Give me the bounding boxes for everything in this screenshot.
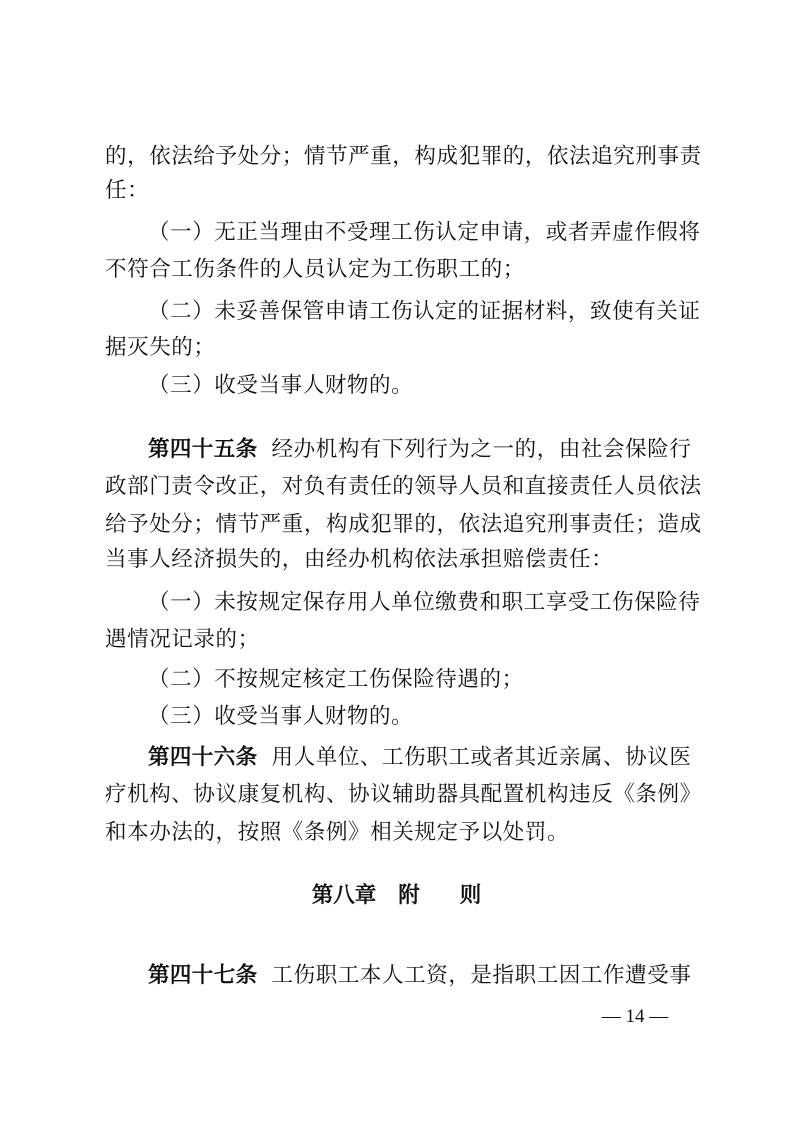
article-number: 第四十六条 [148, 745, 258, 770]
article-text: 经办机构有下列行为之一的，由社会保险行 [271, 437, 692, 462]
text-line: 当事人经济损失的，由经办机构依法承担赔偿责任： [105, 547, 614, 572]
text-line: 任： [105, 178, 150, 203]
list-item: （三）收受当事人财物的。 [148, 704, 414, 729]
list-item: （三）收受当事人财物的。 [148, 373, 414, 398]
article-text: 工伤职工本人工资，是指职工因工作遭受事 [271, 963, 692, 988]
text-line: 据灭失的； [105, 335, 216, 360]
article-paragraph [148, 956, 705, 996]
text-line: 不符合工伤条件的人员认定为工伤职工的； [105, 257, 525, 282]
chapter-title-part: 附 [398, 883, 420, 908]
text-line: 遇情况记录的； [105, 627, 260, 652]
article-number: 第四十五条 [148, 437, 258, 462]
page-number: — 14 — [601, 1006, 669, 1027]
article-text: 用人单位、工伤职工或者其近亲属、协议医 [271, 745, 692, 770]
chapter-number: 第八章 [311, 883, 377, 908]
article-paragraph [148, 738, 705, 778]
list-item: （一）未按规定保存用人单位缴费和职工享受工伤保险待 [148, 590, 701, 615]
text-line: 政部门责令改正，对负有责任的领导人员和直接责任人员依法 [105, 474, 702, 499]
text-line: 疗机构、协议康复机构、协议辅助器具配置机构违反《条例》 [105, 782, 702, 807]
chapter-title-part: 则 [459, 883, 482, 908]
text-line: 给予处分；情节严重，构成犯罪的，依法追究刑事责任；造成 [105, 512, 702, 537]
list-item: （一）无正当理由不受理工伤认定申请，或者弄虚作假将 [148, 220, 701, 245]
article-paragraph [148, 430, 705, 470]
list-item: （二）不按规定核定工伤保险待遇的； [148, 667, 524, 692]
text-line: 和本办法的，按照《条例》相关规定予以处罚。 [105, 820, 570, 845]
article-number: 第四十七条 [148, 963, 258, 988]
chapter-heading [0, 876, 793, 916]
text-line: 的，依法给予处分；情节严重，构成犯罪的，依法追究刑事责 [105, 144, 702, 169]
list-item: （二）未妥善保管申请工伤认定的证据材料，致使有关证 [148, 299, 701, 324]
